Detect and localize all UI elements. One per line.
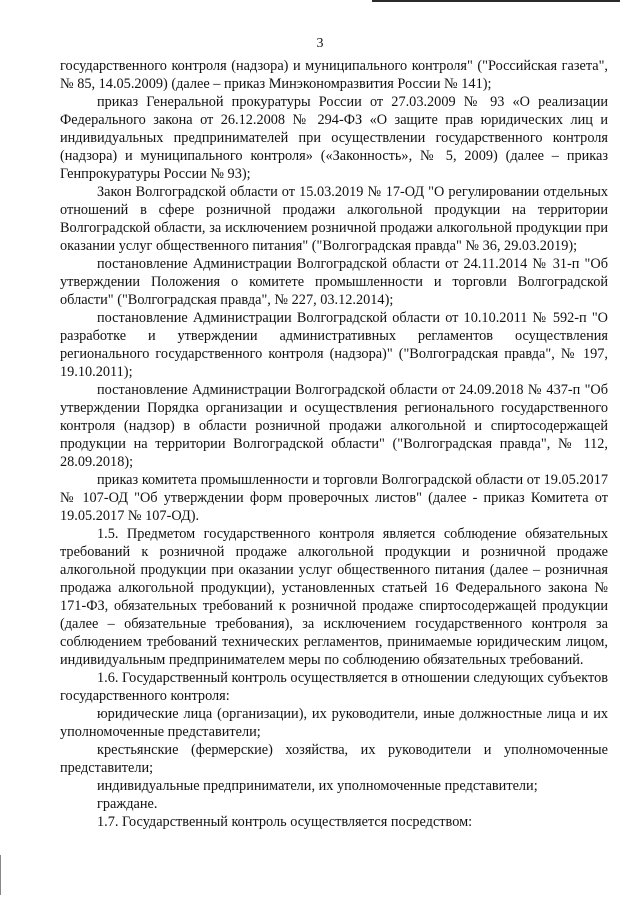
paragraph-committee-order: приказ комитета промышленности и торговли Волгоградской области от 19.05.2017 № 107-ОД "Об утверждении форм проверочных листов" (далее - приказ Комитета от 19.05.2017 № 107-ОД). xyxy=(60,472,608,524)
scan-edge-mark xyxy=(0,855,1,895)
paragraph-resolution-437p: постановление Администрации Волгоградской области от 24.09.2018 № 437-п "Об утверждении Порядка организации и осуществления регионального государственного контроля (надзор) в области розничной продажи алкогольной и спиртосодержащей продукции на территории Волгоградской области" ("Волгоградская правда", № 112, 28.09.2018); xyxy=(60,382,608,470)
paragraph-prosecutor-order: приказ Генеральной прокуратуры России от 27.03.2009 № 93 «О реализации Федерального закона от 26.12.2008 № 294-ФЗ «О защите прав юридических лиц и индивидуальных предпринимателей при осуществлении государственного контроля (надзора) и муниципального контроля» («Законность», № 5, 2009) (далее – приказ Генпрокуратуры России № 93); xyxy=(60,94,608,182)
paragraph-1-5: 1.5. Предметом государственного контроля является соблюдение обязательных требований к розничной продаже алкогольной продукции и розничной продаже алкогольной продукции при оказании услуг общественного питания (далее – розничная продажа алкогольной продукции), установленных статьей 16 Федерального закона № 171-ФЗ, обязательных требований к розничной продаже спиртосодержащей продукции (далее – обязательные требования), за исключением государственного контроля за соблюдением требований технических регламентов, принимаемые юридическим лицом, индивидуальным предпринимателем меры по соблюдению обязательных требований. xyxy=(60,526,608,668)
list-item-legal-entities: юридические лица (организации), их руководители, иные должностные лица и их уполномоченные представители; xyxy=(60,706,608,740)
paragraph-resolution-592p: постановление Администрации Волгоградской области от 10.10.2011 № 592-п "О разработке и утверждении административных регламентов осуществления регионального государственного контроля (надзора)" ("Волгоградская правда", № 197, 19.10.2011); xyxy=(60,310,608,380)
document-body xyxy=(60,57,608,831)
list-item-citizens: граждане. xyxy=(97,796,158,812)
page-number: 3 xyxy=(316,36,324,51)
scan-top-mark xyxy=(372,0,620,2)
list-item-entrepreneurs: индивидуальные предприниматели, их уполномоченные представители; xyxy=(97,778,538,794)
paragraph-1-6: 1.6. Государственный контроль осуществляется в отношении следующих субъектов государственного контроля: xyxy=(60,670,608,704)
list-item-farms: крестьянские (фермерские) хозяйства, их руководители и уполномоченные представители; xyxy=(60,742,608,776)
paragraph-resolution-31p: постановление Администрации Волгоградской области от 24.11.2014 № 31-п "Об утверждении Положения о комитете промышленности и торговли Волгоградской области" ("Волгоградская правда", № 227, 03.12.2014); xyxy=(60,256,608,308)
paragraph-continuation: государственного контроля (надзора) и муниципального контроля" ("Российская газета", № 85, 14.05.2009) (далее – приказ Минэкономразвития России № 141); xyxy=(60,58,608,92)
paragraph-1-7: 1.7. Государственный контроль осуществляется посредством: xyxy=(97,814,473,830)
paragraph-volgograd-law: Закон Волгоградской области от 15.03.2019 № 17-ОД "О регулировании отдельных отношений в сфере розничной продажи алкогольной продукции на территории Волгоградской области, за исключением розничной продажи алкогольной продукции при оказании услуг общественного питания" ("Волгоградская правда" № 36, 29.03.2019); xyxy=(60,184,608,254)
